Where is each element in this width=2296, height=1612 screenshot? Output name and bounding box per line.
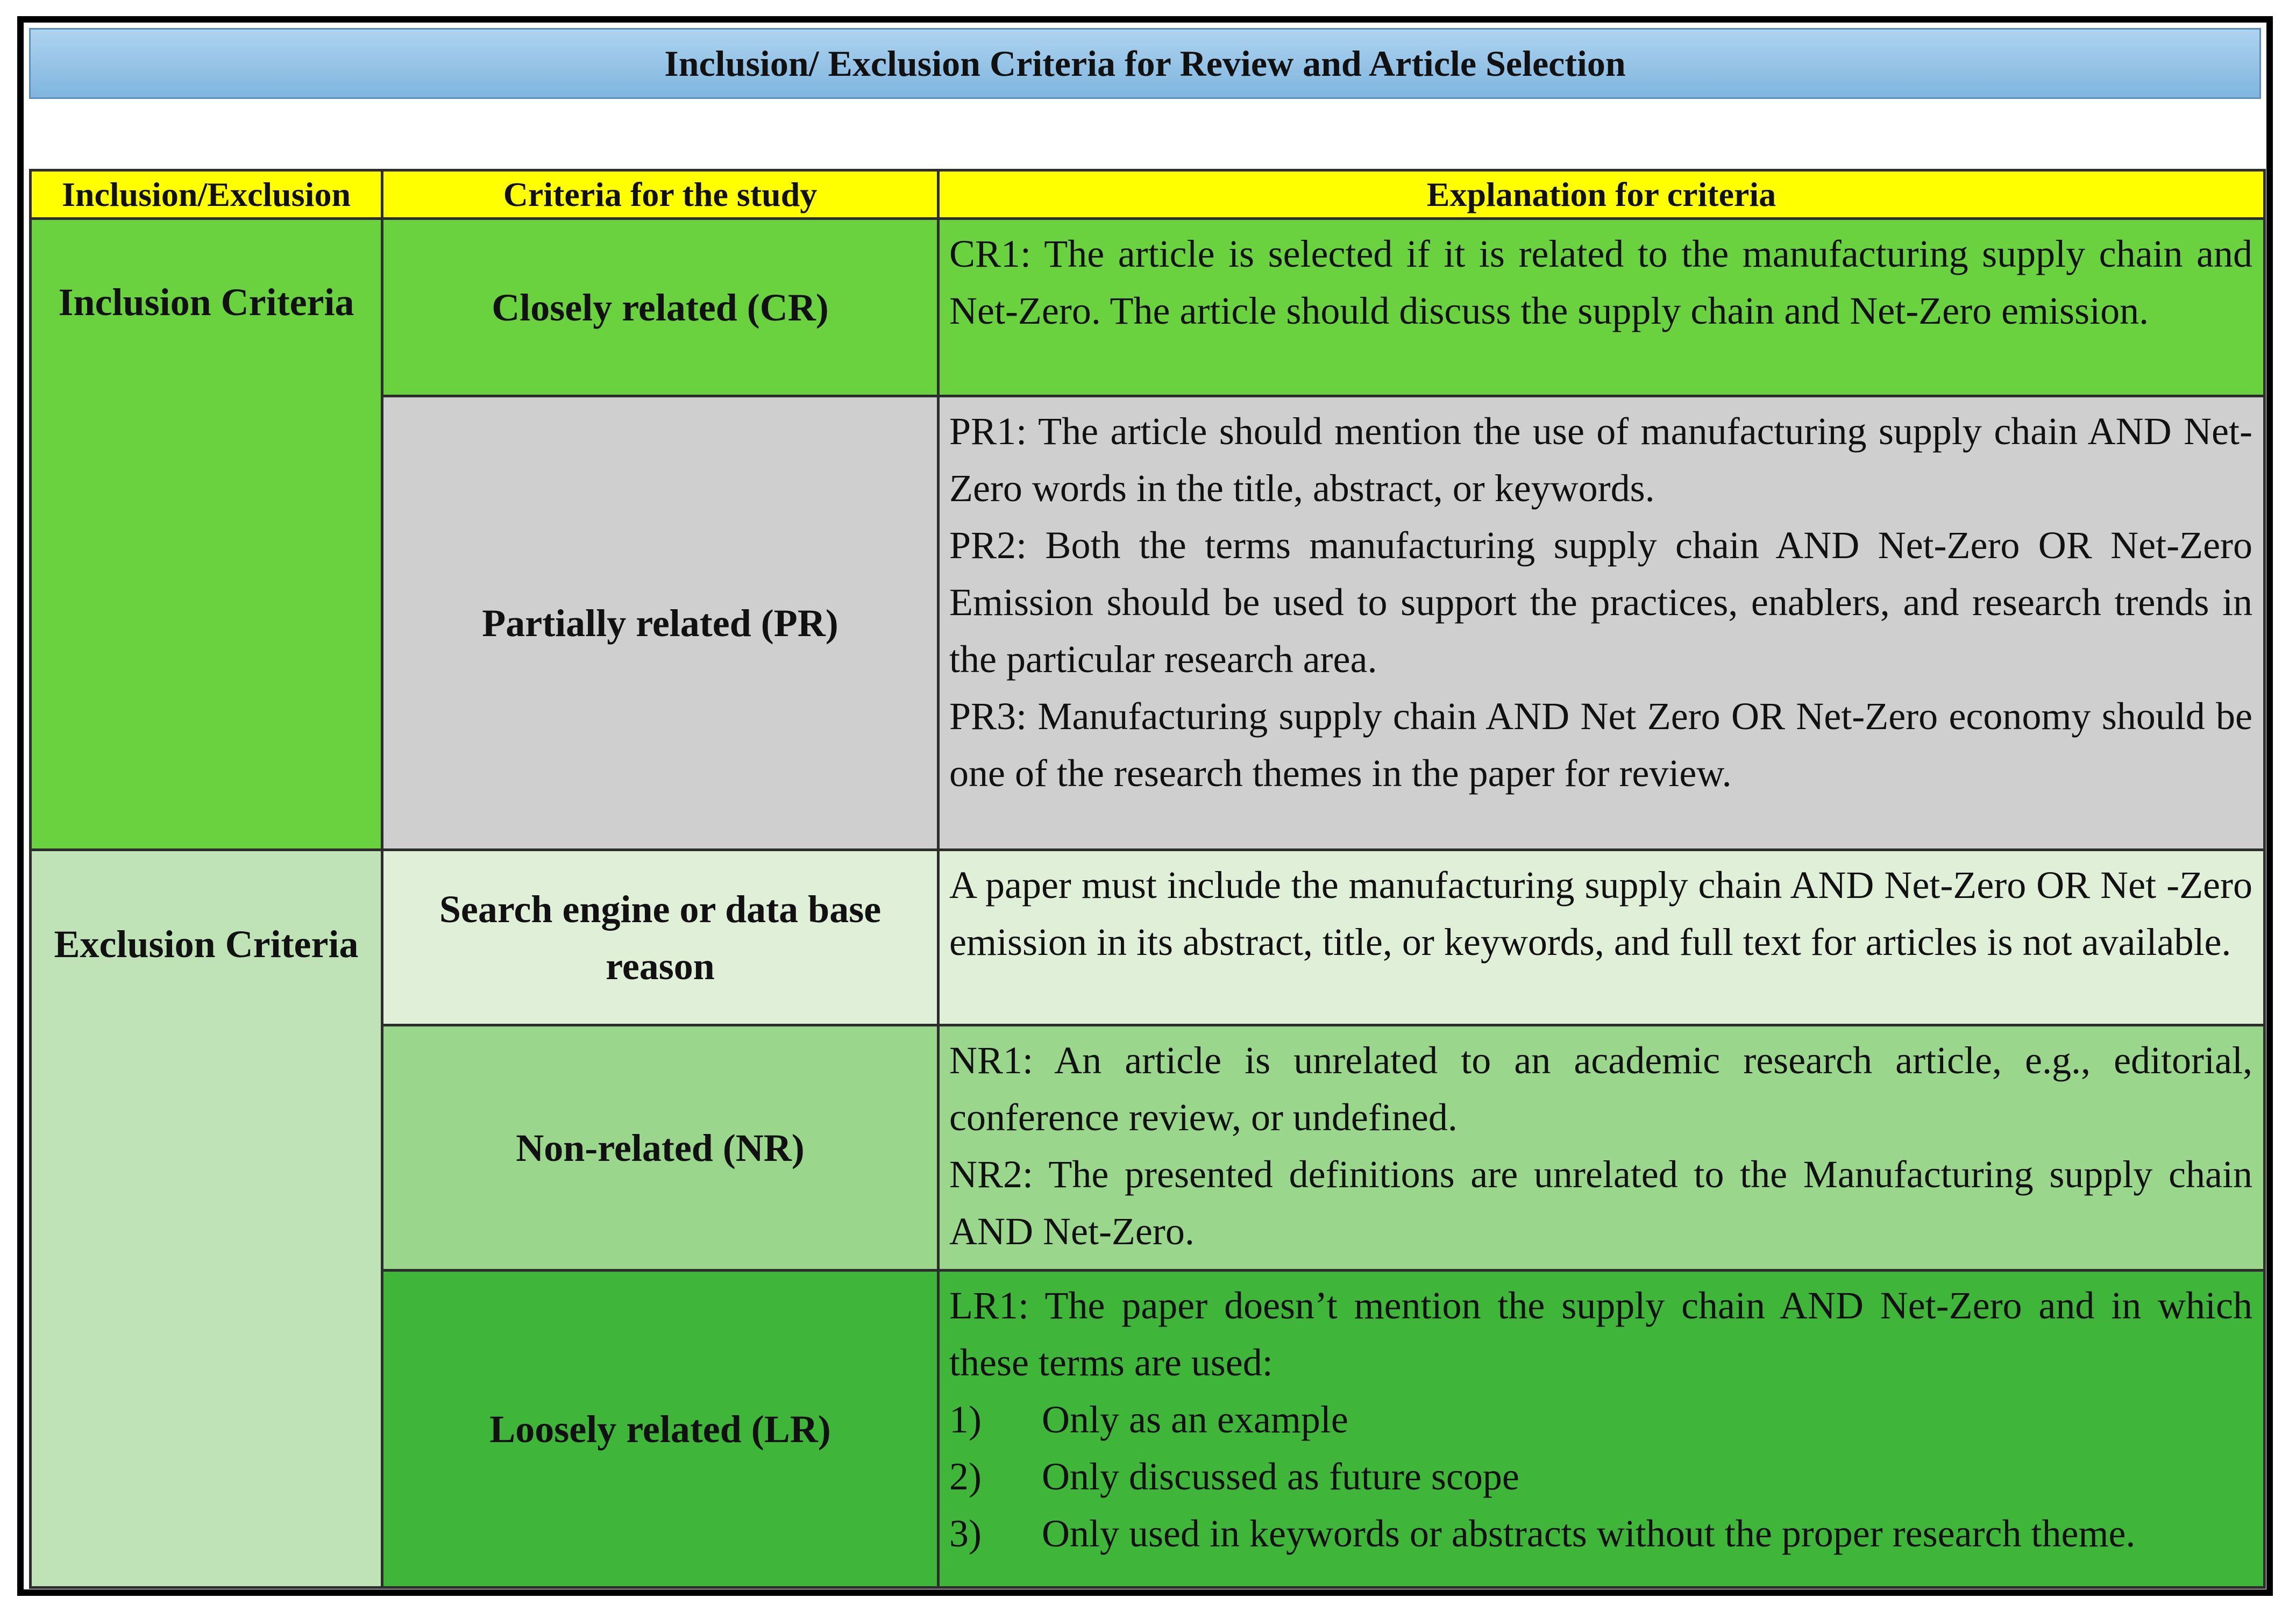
table-row xyxy=(31,850,2265,1025)
explanation-partially-related xyxy=(939,396,2265,850)
explanation-paragraph: A paper must include the manufacturing supply chain AND Net-Zero OR Net -Zero emission in its abstract, title, or keywords, and full text for articles is not available. xyxy=(949,864,2252,964)
criteria-closely-related: Closely related (CR) xyxy=(382,219,939,396)
list-item-text: Only used in keywords or abstracts without the proper research theme. xyxy=(1042,1512,2136,1555)
list-item-number: 2) xyxy=(949,1455,982,1498)
explanation-search-engine xyxy=(939,850,2265,1025)
explanation-paragraph: NR2: The presented definitions are unrelated to the Manufacturing supply chain AND Net-Zero. xyxy=(949,1153,2252,1253)
criteria-table xyxy=(29,169,2266,1589)
list-item xyxy=(949,1505,2252,1562)
list-item-number: 3) xyxy=(949,1512,982,1555)
explanation-paragraph: NR1: An article is unrelated to an academic research article, e.g., editorial, conference review, or undefined. xyxy=(949,1039,2252,1139)
exclusion-criteria-cell: Exclusion Criteria xyxy=(31,850,382,1588)
header-criteria: Criteria for the study xyxy=(382,170,939,219)
criteria-partially-related: Partially related (PR) xyxy=(382,396,939,850)
table-row xyxy=(31,219,2265,396)
list-item-number: 1) xyxy=(949,1398,982,1441)
list-item-text: Only discussed as future scope xyxy=(1042,1455,1519,1498)
list-item xyxy=(949,1391,2252,1448)
header-row xyxy=(31,170,2265,219)
inclusion-criteria-cell: Inclusion Criteria xyxy=(31,219,382,850)
explanation-paragraph: LR1: The paper doesn’t mention the supply chain AND Net-Zero and in which these terms are used: xyxy=(949,1284,2252,1384)
criteria-loosely-related: Loosely related (LR) xyxy=(382,1271,939,1588)
header-explanation: Explanation for criteria xyxy=(939,170,2265,219)
explanation-paragraph: PR3: Manufacturing supply chain AND Net Zero OR Net-Zero economy should be one of the research themes in the paper for review. xyxy=(949,695,2252,795)
explanation-loosely-related xyxy=(939,1271,2265,1588)
explanation-non-related xyxy=(939,1025,2265,1271)
explanation-paragraph: CR1: The article is selected if it is related to the manufacturing supply chain and Net-Zero. The article should discuss the supply chain and Net-Zero emission. xyxy=(949,232,2252,332)
header-inclusion-exclusion: Inclusion/Exclusion xyxy=(31,170,382,219)
explanation-closely-related xyxy=(939,219,2265,396)
list-item xyxy=(949,1448,2252,1505)
explanation-paragraph: PR1: The article should mention the use of manufacturing supply chain AND Net-Zero words in the title, abstract, or keywords. xyxy=(949,410,2252,510)
list-item-text: Only as an example xyxy=(1042,1398,1348,1441)
criteria-search-engine: Search engine or data base reason xyxy=(382,850,939,1025)
criteria-table-frame xyxy=(17,16,2273,1596)
table-title: Inclusion/ Exclusion Criteria for Review and Article Selection xyxy=(29,28,2261,99)
criteria-non-related: Non-related (NR) xyxy=(382,1025,939,1271)
explanation-paragraph: PR2: Both the terms manufacturing supply chain AND Net-Zero OR Net-Zero Emission should be used to support the practices, enablers, and research trends in the particular research area. xyxy=(949,524,2252,681)
